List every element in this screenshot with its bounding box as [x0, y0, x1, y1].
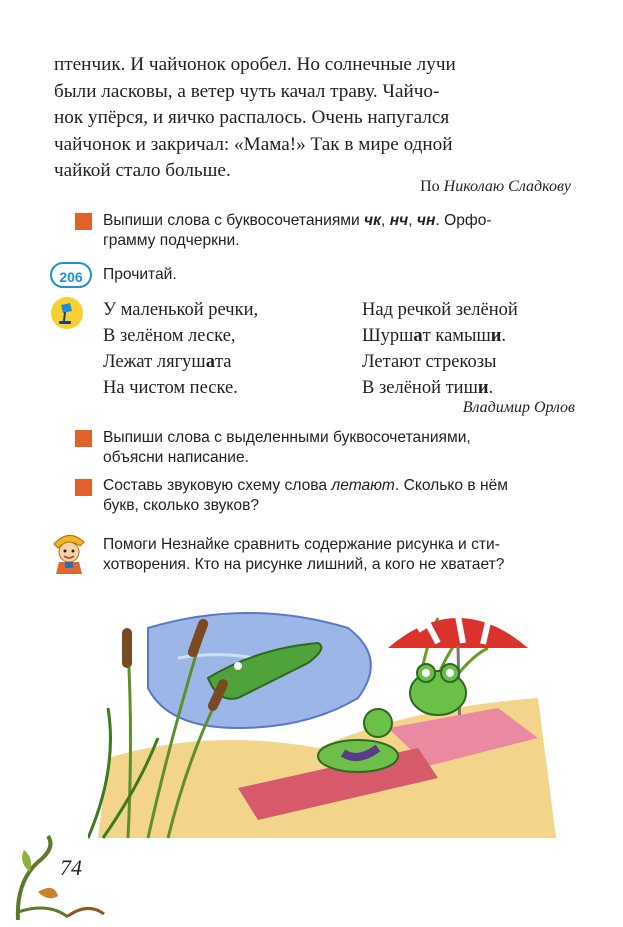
story-line: нок упёрся, и яичко распалось. Очень напугался	[54, 107, 450, 128]
task-text: Составь звуковую схему слова	[103, 477, 332, 494]
task-text: Помоги Незнайке сравнить содержание рисунка и сти-	[103, 536, 500, 553]
reading-lamp-icon	[50, 296, 84, 330]
author-name: Николаю Сладкову	[443, 178, 571, 195]
exercise-number-badge: 206	[50, 262, 92, 288]
story-text	[54, 52, 576, 185]
task-text: . Орфо-	[435, 212, 492, 229]
letter-combo: нч	[389, 212, 409, 229]
separator: ,	[381, 212, 390, 229]
poem-right-column	[362, 297, 518, 401]
task-text: . Сколько в нём	[394, 477, 509, 494]
letter-combo: чн	[416, 212, 436, 229]
author-prefix: По	[420, 178, 444, 195]
exercise-instruction: Прочитай.	[103, 266, 177, 283]
poem-line: Лежат лягушата	[103, 352, 232, 372]
task-text: объясни написание.	[103, 449, 249, 466]
task-word: летают	[331, 477, 395, 494]
poem-line: На чистом песке.	[103, 378, 238, 398]
letter-combo: чк	[364, 212, 382, 229]
task-marker-icon	[75, 213, 92, 230]
poem-line: У маленькой речки,	[103, 300, 259, 320]
task-4	[103, 535, 575, 575]
task-3	[103, 476, 575, 516]
poem-left-column	[103, 297, 258, 401]
story-line: чайчонок и закричал: «Мама!» Так в мире одной	[54, 133, 453, 155]
task-text: Выпиши слова с выделенными буквосочетаниями,	[103, 429, 471, 446]
poem-line: В зелёном леске,	[103, 326, 236, 346]
story-line: чайкой стало больше.	[54, 160, 231, 181]
page-number: 74	[60, 855, 82, 880]
story-line: птенчик. И чайчонок оробел. Но солнечные лучи	[54, 54, 456, 75]
illustration-frogs-lake	[88, 588, 556, 848]
neznaika-icon	[48, 528, 90, 576]
task-1	[103, 211, 575, 251]
poem-line: Летают стрекозы	[362, 352, 497, 372]
story-author	[420, 178, 571, 196]
task-marker-icon	[75, 430, 92, 447]
separator: ,	[408, 212, 417, 229]
task-marker-icon	[75, 479, 92, 496]
corner-ornament	[8, 832, 108, 922]
task-text: букв, сколько звуков?	[103, 497, 260, 514]
task-2	[103, 428, 575, 468]
poem-author: Владимир Орлов	[462, 399, 575, 416]
task-text: хотворения. Кто на рисунке лишний, а кого не хватает?	[103, 556, 505, 573]
story-line: были ласковы, а ветер чуть качал траву. Чайчо-	[54, 80, 440, 102]
task-text: Выпиши слова с буквосочетаниями	[103, 212, 365, 229]
task-text: грамму подчеркни.	[103, 232, 240, 249]
poem-line: В зелёной тиши.	[362, 378, 494, 398]
poem-line: Над речкой зелёной	[362, 300, 518, 320]
poem-line: Шуршат камыши.	[362, 326, 506, 346]
